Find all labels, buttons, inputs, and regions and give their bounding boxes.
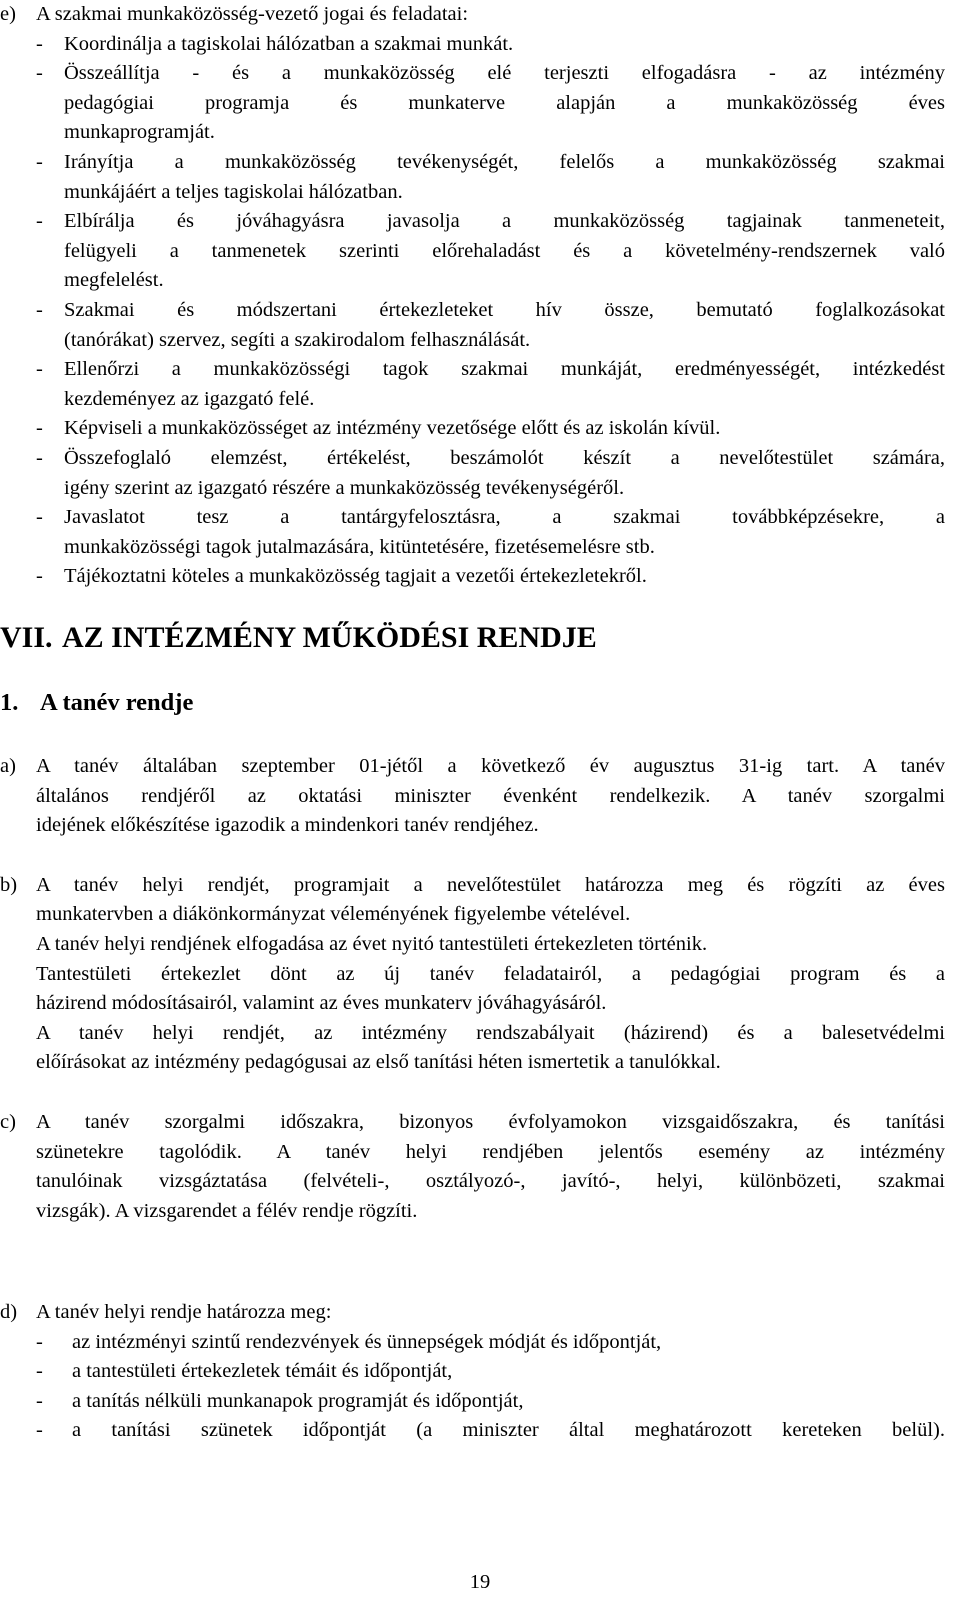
list-item-text [64,355,945,414]
text-line: vizsgák). A vizsgarendet a félév rendje rögzíti. [36,1199,418,1222]
chapter-heading [0,620,597,656]
text-line: A tanév helyi rendjének elfogadása az évet nyitó tantestületi értekezleten történik. [36,932,708,955]
list-item-text [64,148,945,207]
text-line: kezdeményez az igazgató felé. [64,387,315,410]
section-e-list [36,30,945,592]
section-d-heading [0,1298,945,1328]
section-d-list [36,1328,945,1446]
section-d [0,1298,945,1446]
list-item [36,1357,945,1387]
text-line: A tanév szorgalmi időszakra, bizonyos évfolyamokon vizsgaidőszakra, és tanítási [36,1110,945,1133]
paragraph-text [36,871,945,1078]
text-line: igény szerint az igazgató részére a munkaközösség tevékenységéről. [64,476,625,499]
section-e [0,0,945,592]
text-line: általános rendjéről az oktatási miniszter évenként rendelkezik. A tanév szorgalmi [36,784,945,807]
text-line: előírásokat az intézmény pedagógusai az első tanítási héten ismertetik a tanulókkal. [36,1051,721,1074]
list-item-text [72,1416,945,1446]
paragraph-text [36,1108,945,1226]
subsection-heading [0,688,193,718]
list-item-text [64,30,945,60]
bullet-dash: - [36,62,43,85]
paragraph [0,1108,945,1226]
chapter-number: VII. [0,621,53,654]
list-item [36,444,945,503]
text-line: A tanév helyi rendjét, az intézmény rendszabályait (házirend) és a balesetvédelmi [36,1021,945,1044]
list-marker: a) [0,755,16,777]
bullet-dash: - [36,1419,43,1442]
subsection-number: 1. [0,689,19,716]
list-marker: c) [0,1110,16,1133]
text-line: a tantestületi értekezletek témáit és időpontját, [72,1360,453,1383]
text-line: Javaslatot tesz a tantárgyfelosztásra, a szakmai továbbképzésekre, a [64,506,945,529]
text-line: A tanév általában szeptember 01-jétől a következő év augusztus 31-ig tart. A tanév [36,755,945,777]
text-line: (tanórákat) szervez, segíti a szakirodalom felhasználását. [64,328,531,351]
bullet-dash: - [36,506,43,529]
text-line: megfelelést. [64,269,164,292]
list-item [36,1387,945,1417]
list-marker: e) [0,3,16,25]
paragraph-list [0,752,945,1256]
bullet-dash: - [36,1360,43,1383]
section-e-heading [0,0,945,30]
list-marker: b) [0,873,18,896]
text-line: Összeállítja - és a munkaközösség elé terjeszti elfogadásra - az intézmény [64,62,945,85]
list-item [36,1416,945,1446]
list-item-text [72,1387,945,1417]
bullet-dash: - [36,210,43,233]
list-item-text [64,207,945,296]
text-line: munkájáért a teljes tagiskolai hálózatban. [64,180,403,203]
list-item [36,296,945,355]
bullet-dash: - [36,358,43,381]
chapter-title: AZ INTÉZMÉNY MŰKÖDÉSI RENDJE [62,621,597,654]
bullet-dash: - [36,298,43,321]
text-line: felügyeli a tanmenetek szerinti előrehaladást és a követelmény-rendszernek való [64,239,945,262]
list-marker: d) [0,1301,18,1323]
list-item [36,355,945,414]
list-item [36,562,945,592]
text-line: Tantestületi értekezlet dönt az új tanév feladatairól, a pedagógiai program és a [36,962,945,985]
paragraph-text [36,752,945,841]
text-line: a tanítási szünetek időpontját (a miniszter által meghatározott kereteken belül). [72,1419,945,1442]
text-line: tanulóinak vizsgáztatása (felvételi-, osztályozó-, javító-, helyi, különbözeti, szakmai [36,1170,945,1193]
text-line: Irányítja a munkaközösség tevékenységét, felelős a munkaközösség szakmai [64,150,945,173]
bullet-dash: - [36,1389,43,1412]
section-d-title: A tanév helyi rendje határozza meg: [36,1301,332,1323]
page-number: 19 [469,1571,491,1593]
bullet-dash: - [36,565,43,588]
bullet-dash: - [36,446,43,469]
bullet-dash: - [36,32,43,55]
list-item-text [64,414,945,444]
bullet-dash: - [36,150,43,173]
text-line: munkaközösségi tagok jutalmazására, kitüntetésére, fizetésemelésre stb. [64,535,655,558]
subsection-title: A tanév rendje [40,689,194,716]
text-line: pedagógiai programja és munkaterve alapján a munkaközösség éves [64,91,945,114]
list-item [36,414,945,444]
list-item [36,59,945,148]
paragraph [0,752,945,841]
list-item-text [64,296,945,355]
text-line: idejének előkészítése igazodik a mindenkori tanév rendjéhez. [36,814,539,837]
text-line: Elbírálja és jóváhagyásra javasolja a munkaközösség tagjainak tanmeneteit, [64,210,945,233]
list-item-text [72,1357,945,1387]
text-line: munkaprogramját. [64,121,215,144]
text-line: Összefoglaló elemzést, értékelést, beszámolót készít a nevelőtestület számára, [64,446,945,469]
bullet-dash: - [36,1330,43,1353]
text-line: az intézményi szintű rendezvények és ünnepségek módját és időpontját, [72,1330,662,1353]
text-line: szünetekre tagolódik. A tanév helyi rendjében jelentős esemény az intézmény [36,1140,945,1163]
text-line: Koordinálja a tagiskolai hálózatban a szakmai munkát. [64,32,514,55]
text-line: Ellenőrzi a munkaközösségi tagok szakmai munkáját, eredményességét, intézkedést [64,358,945,381]
list-item [36,207,945,296]
text-line: munkatervben a diákönkormányzat véleményének figyelembe vételével. [36,903,631,926]
text-line: Tájékoztatni köteles a munkaközösség tagjait a vezetői értekezletekről. [64,565,647,588]
list-item-text [72,1328,945,1358]
paragraph [0,871,945,1078]
list-item-text [64,59,945,148]
text-line: Képviseli a munkaközösséget az intézmény vezetősége előtt és az iskolán kívül. [64,417,721,440]
text-line: házirend módosításairól, valamint az éves munkaterv jóváhagyásáról. [36,992,607,1015]
list-item [36,30,945,60]
text-line: A tanév helyi rendjét, programjait a nevelőtestület határozza meg és rögzíti az éves [36,873,945,896]
list-item-text [64,503,945,562]
list-item-text [64,444,945,503]
list-item [36,1328,945,1358]
text-line: Szakmai és módszertani értekezleteket hív össze, bemutató foglalkozásokat [64,298,945,321]
bullet-dash: - [36,417,43,440]
section-e-title: A szakmai munkaközösség-vezető jogai és feladatai: [36,3,469,25]
list-item-text [64,562,945,592]
list-item [36,148,945,207]
text-line: a tanítás nélküli munkanapok programját és időpontját, [72,1389,524,1412]
list-item [36,503,945,562]
